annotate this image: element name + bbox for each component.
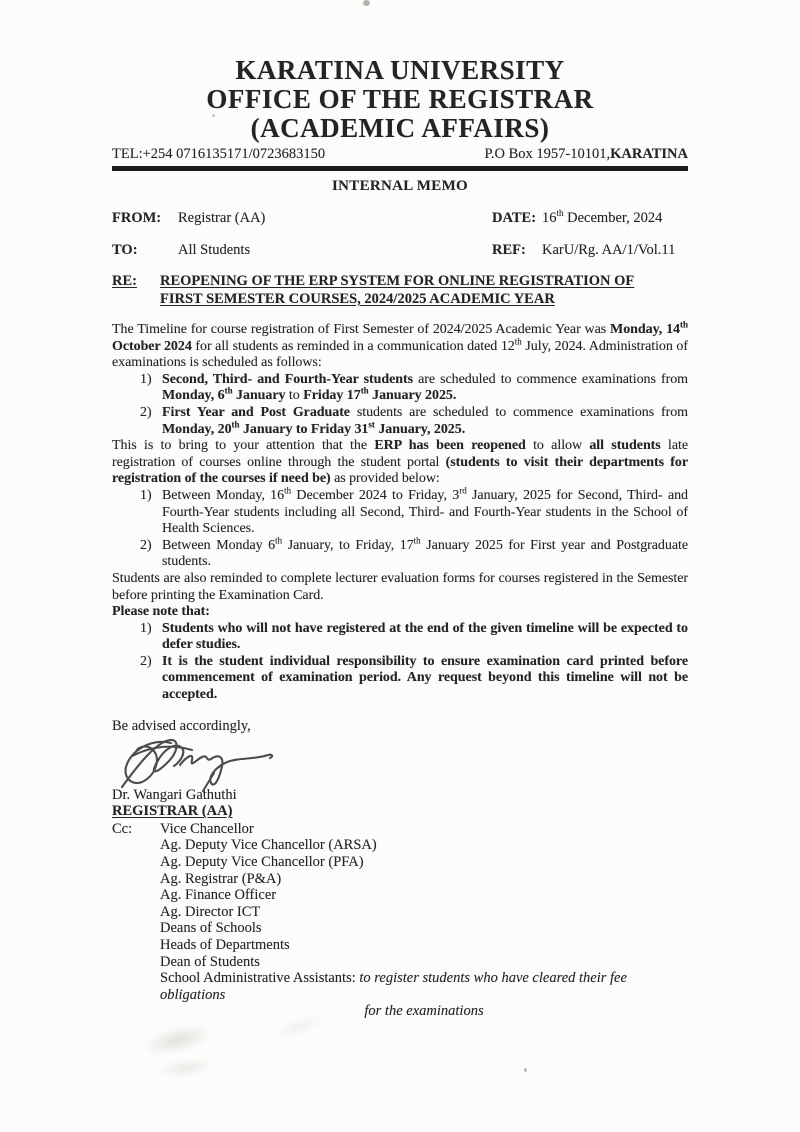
- cc-item: Ag. Director ICT: [160, 903, 261, 920]
- memo-meta: [112, 210, 688, 259]
- subject-row: [112, 273, 688, 308]
- to-value: All Students: [178, 242, 251, 258]
- note-heading: Please note that:: [112, 604, 210, 620]
- paragraph-timeline: The Timeline for course registration of First Semester of 2024/2025 Academic Year was Monday, 14th October 2024 for all students as reminded in a communication dated 12th July, 2024. Administration of examinations is scheduled as follows:: [112, 319, 688, 371]
- subject-line-2: FIRST SEMESTER COURSES, 2024/2025 ACADEMIC YEAR: [160, 290, 555, 307]
- division-name: (ACADEMIC AFFAIRS): [250, 113, 550, 143]
- university-name: KARATINA UNIVERSITY: [235, 55, 565, 85]
- cc-item: Dean of Students: [160, 953, 260, 970]
- paragraph-lecturer-evaluation: Students are also reminded to complete lecturer evaluation forms for courses registered in the Semester before printing the Examination Card.: [112, 570, 688, 603]
- memo-body: [112, 319, 689, 704]
- signature-scribble-icon: [112, 731, 282, 793]
- list-marker: 1): [140, 620, 152, 636]
- list-item-text: Between Monday 6th January, to Friday, 17th January 2025 for First year and Postgraduate students.: [162, 535, 688, 570]
- paragraph-erp-reopened: This is to bring to your attention that the ERP has been reopened to allow all students late registration of courses online through the student portal (students to visit their departments for registration of the courses if need be) as provided below:: [112, 438, 689, 487]
- list-marker: 2): [140, 653, 152, 669]
- ref-label: REF:: [492, 242, 526, 258]
- header-rule: [112, 166, 688, 171]
- office-name: OFFICE OF THE REGISTRAR: [206, 84, 594, 114]
- date-label: DATE:: [492, 210, 537, 226]
- letterhead: [112, 56, 688, 143]
- memo-content: [0, 56, 800, 1020]
- list-item-text: It is the student individual responsibility to ensure examination card printed before commencement of examination period. Any request beyond this timeline will not be accepted.: [162, 653, 688, 703]
- list-item-registration-window-1: [112, 485, 689, 538]
- to-label: TO:: [112, 242, 138, 258]
- to-ref-row: [112, 242, 688, 259]
- cc-item: Ag. Deputy Vice Chancellor (PFA): [160, 854, 364, 871]
- po-box-city: KARATINA: [610, 146, 688, 162]
- list-item-registration-window-2: [112, 535, 688, 571]
- po-box-text: P.O Box 1957-10101,: [484, 146, 611, 162]
- cc-list: [160, 821, 688, 1020]
- telephone-number: TEL:+254 0716135171/0723683150: [112, 146, 326, 162]
- cc-label: Cc:: [112, 820, 133, 837]
- scan-speck: [212, 114, 215, 117]
- po-box-address: [484, 146, 688, 163]
- list-item-text: Second, Third- and Fourth-Year students are scheduled to commence examinations from Monday, 6th January to Friday 17th January 2025.: [162, 371, 688, 404]
- subject-line-1: REOPENING OF THE ERP SYSTEM FOR ONLINE REGISTRATION OF: [160, 273, 635, 289]
- cc-item: Vice Chancellor: [160, 820, 254, 837]
- cc-item: Ag. Finance Officer: [160, 887, 277, 904]
- subject-heading: [160, 273, 634, 308]
- cc-item: Deans of Schools: [160, 920, 262, 937]
- cc-item: Ag. Registrar (P&A): [160, 870, 282, 887]
- scan-smudge: [157, 1056, 215, 1080]
- list-marker: 1): [140, 487, 152, 503]
- from-label: FROM:: [112, 210, 162, 226]
- list-marker: 1): [140, 371, 152, 387]
- scan-speck: [524, 1068, 527, 1072]
- list-item-text: Students who will not have registered at the end of the given timeline will be expected to defer studies.: [162, 620, 688, 653]
- memo-type-title: INTERNAL MEMO: [332, 178, 468, 194]
- date-value: 16th December, 2024: [542, 208, 663, 226]
- cc-item: Heads of Departments: [160, 937, 290, 953]
- list-item-note-1: [112, 621, 688, 654]
- list-marker: 2): [140, 537, 152, 553]
- list-item-text: Between Monday, 16th December 2024 to Friday, 3rd January, 2025 for Second, Third- and Fourth-Year students including all Second, Third- and Fourth-Year students in the School of Health Sciences.: [162, 485, 689, 537]
- closing-line: Be advised accordingly,: [112, 717, 251, 734]
- cc-item-continuation: for the examinations: [364, 1003, 484, 1020]
- cc-item-admin-assistants: School Administrative Assistants: to register students who have cleared their fee obligations: [160, 970, 627, 1003]
- handwritten-signature: [112, 731, 688, 787]
- list-marker: 2): [140, 404, 152, 420]
- list-item-note-2: [112, 654, 688, 704]
- scan-speck: [363, 0, 370, 6]
- list-item-exam-schedule-1: [112, 372, 688, 405]
- from-date-row: [112, 210, 688, 227]
- ref-value: KarU/Rg. AA/1/Vol.11: [542, 242, 676, 258]
- scan-smudge: [140, 1020, 216, 1061]
- cc-item: Ag. Deputy Vice Chancellor (ARSA): [160, 837, 377, 854]
- re-label: RE:: [112, 273, 137, 289]
- contact-row: [112, 146, 688, 163]
- cc-block: [112, 821, 688, 1020]
- signatory-title: REGISTRAR (AA): [112, 803, 233, 820]
- list-item-text: First Year and Post Graduate students are scheduled to commence examinations from Monday, 20th January to Friday 31st January, 2025.: [162, 404, 688, 437]
- signatory-name: Dr. Wangari Gathuthi: [112, 786, 237, 803]
- list-item-exam-schedule-2: [112, 405, 688, 438]
- from-value: Registrar (AA): [178, 210, 266, 226]
